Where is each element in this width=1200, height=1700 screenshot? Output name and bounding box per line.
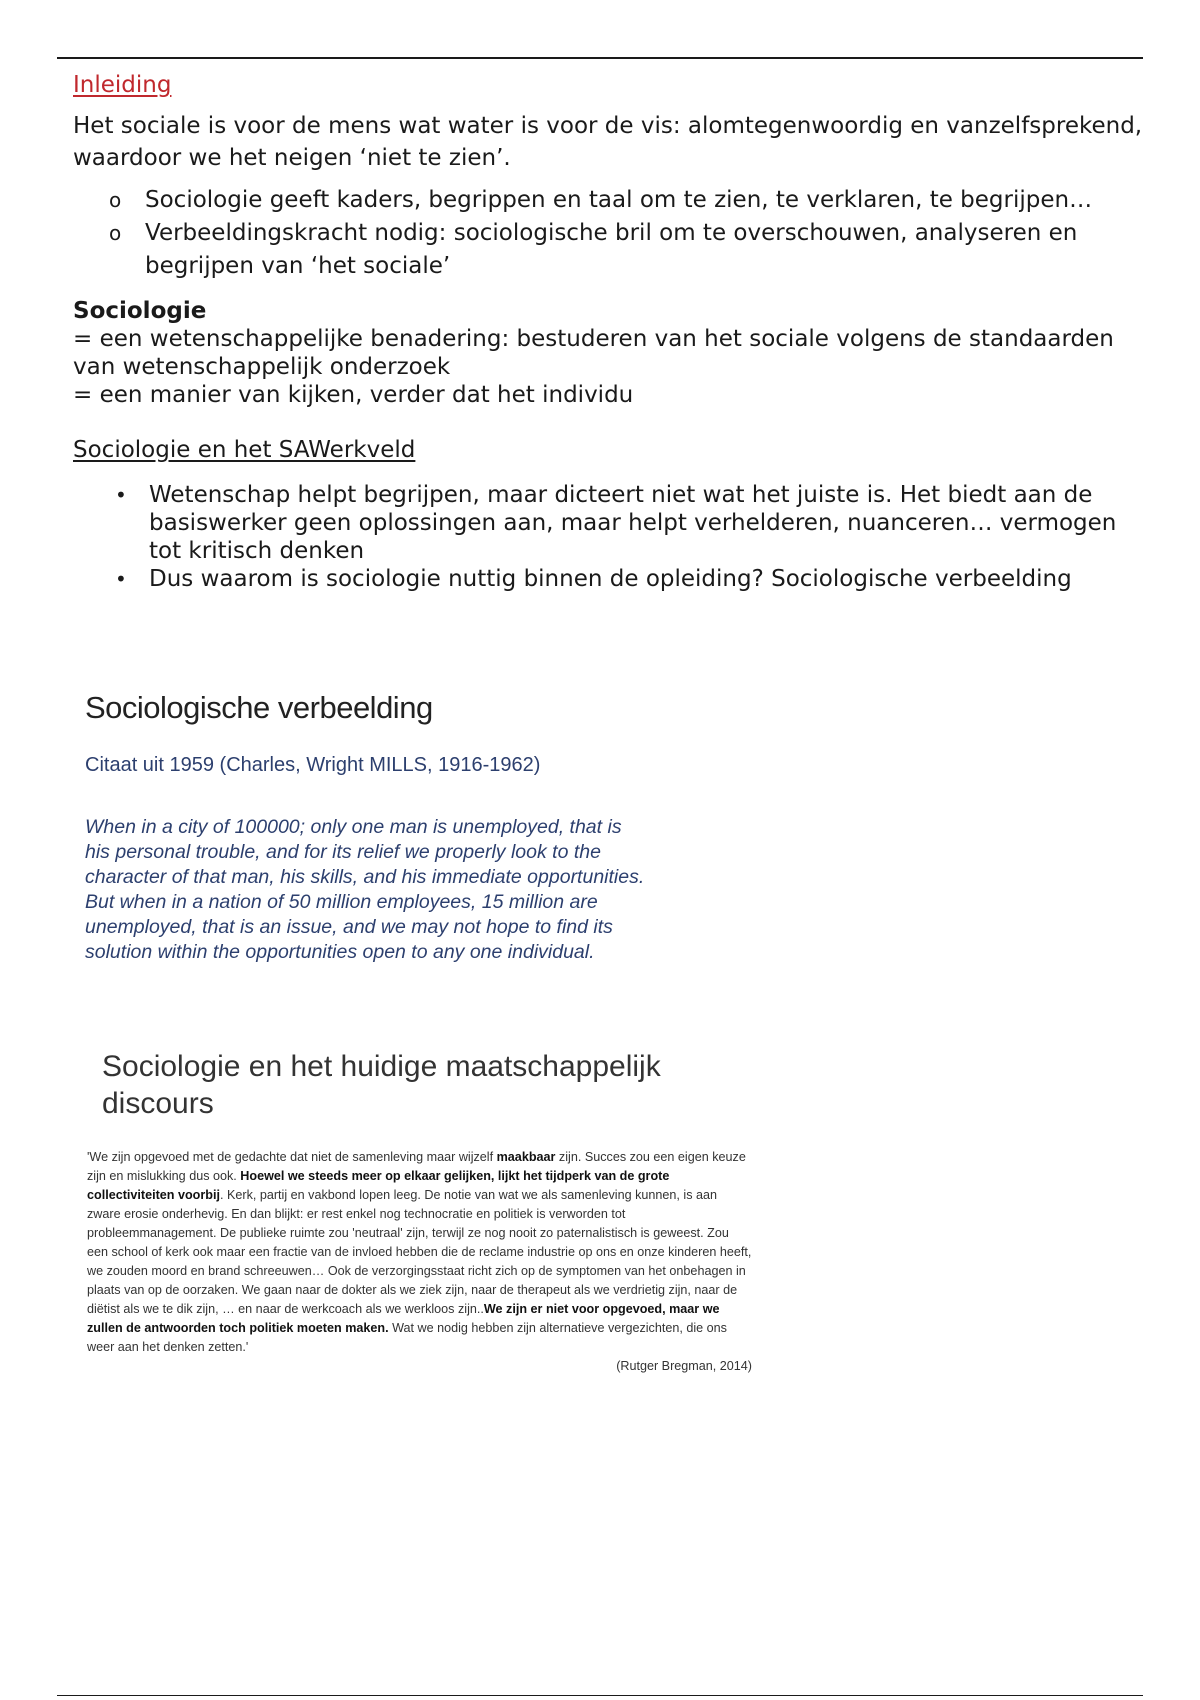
werkveld-heading: Sociologie en het SAWerkveld [73,437,416,463]
quote-segment-bold: maakbaar [496,1150,556,1164]
quote-segment: Wat we nodig hebben zijn alternatieve vergezichten, die ons weer aan het denken zetten.' [87,1321,727,1354]
quote-segment: . Kerk, partij en vakbond lopen leeg. De notie van wat we als samenleving kunnen, is aan zware erosie onderhevig. En dan blijkt: er rest enkel nog technocratie en politiek is verworden tot probleemmanagement. De publieke ruimte zou 'neutraal' zijn, terwijl ze nog nooit zo paternalistisch is geweest. Zou een school of kerk ook maar een fractie van de invloed hebben die de reclame industrie op ons en onze kinderen heeft, we zouden moord en brand schreeuwen… Ook de verzorgingsstaat richt zich op de symptomen van het onbehagen in plaats van op de oorzaken. We gaan naar de dokter als we ziek zijn, naar de therapeut als we verdrietig zijn, naar de diëtist als we te dik zijn, … en naar de werkcoach als we werkloos zijn.. [87,1188,752,1316]
quote-segment: 'We zijn opgevoed met de gedachte dat niet de samenleving maar wijzelf [87,1150,497,1164]
bottom-rule [57,1695,1143,1696]
intro-paragraph: Het sociale is voor de mens wat water is voor de vis: alomtegenwoordig en vanzelfsprekend, waardoor we het neigen ‘niet te zien’. [73,113,1143,171]
quote-citation: (Rutger Bregman, 2014) [616,1359,752,1373]
list-item-text: Wetenschap helpt begrijpen, maar dicteert niet wat het juiste is. Het biedt aan de basiswerker geen oplossingen aan, maar helpt verhelderen, nuanceren… vermogen tot kritisch denken [149,482,1117,564]
werkveld-list [73,481,1143,593]
slide-title: Sociologie en het huidige maatschappelijk discours [102,1050,661,1120]
slide-maatschappelijk-discours [87,1048,752,1373]
list-item-text: Verbeeldingskracht nodig: sociologische bril om te overschouwen, analyseren en begrijpen van ‘het sociale’ [145,220,1078,279]
list-item [109,184,1143,217]
slide-title: Sociologische verbeelding [85,690,433,725]
slide-subtitle: Citaat uit 1959 (Charles, Wright MILLS, 1916-1962) [85,754,541,776]
slide-sociologische-verbeelding [85,690,645,965]
list-item [109,481,1143,565]
document-page [73,72,1143,593]
intro-list [73,184,1143,283]
top-rule [57,57,1143,59]
sociologie-definition-2: = een manier van kijken, verder dat het individu [73,382,634,408]
list-item-text: Sociologie geeft kaders, begrippen en taal om te zien, te verklaren, te begrijpen… [145,187,1093,213]
dot-bullet-icon: • [115,483,127,507]
intro-heading: Inleiding [73,72,172,98]
sociologie-definition-1: = een wetenschappelijke benadering: bestuderen van het sociale volgens de standaarden van wetenschappelijk onderzoek [73,326,1114,380]
quote-segment-bold: Hoewel we steeds meer op elkaar gelijken, lijkt het tijdperk van de grote collectiviteiten voorbij [87,1169,670,1202]
mills-quote: When in a city of 100000; only one man is unemployed, that is his personal trouble, and for its relief we properly look to the character of that man, his skills, and his immediate opportunities. But when in a nation of 50 million employees, 15 million are unemployed, that is an issue, and we may not hope to find its solution within the opportunities open to any one individual. [85,816,645,963]
circle-bullet-icon: o [109,188,122,212]
list-item [109,565,1143,593]
list-item-text: Dus waarom is sociologie nuttig binnen de opleiding? Sociologische verbeelding [149,566,1072,592]
bregman-quote [87,1148,752,1357]
quote-segment-bold: We zijn er niet voor opgevoed, maar we zullen de antwoorden toch politiek moeten maken. [87,1302,720,1335]
dot-bullet-icon: • [115,567,127,591]
quote-segment: zijn. Succes zou een eigen keuze zijn en mislukking dus ook. [87,1150,746,1183]
sociologie-title: Sociologie [73,298,207,324]
list-item [109,217,1143,283]
circle-bullet-icon: o [109,221,122,245]
